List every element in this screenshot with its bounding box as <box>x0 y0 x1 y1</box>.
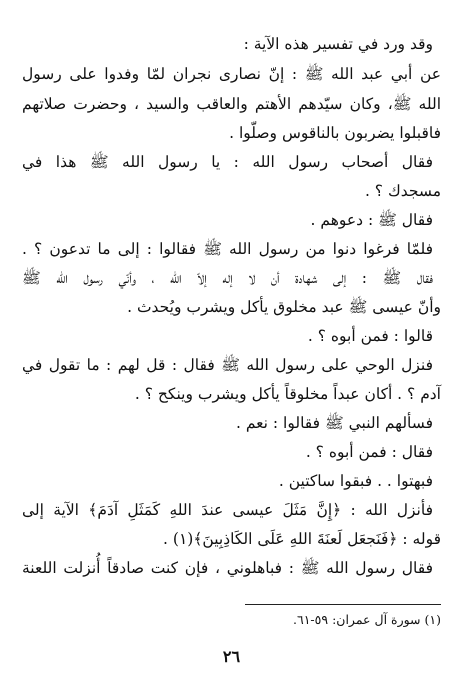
text-line-8: فلمّا فرغوا دنوا من رسول الله ﷺ فقالوا : إلى ما تدعون ؟ . <box>22 240 433 258</box>
text-line-4: فاقبلوا يضربون بالناقوس وصلّوا . <box>229 124 441 142</box>
text-line-17: فأنزل الله : ﴿إِنَّ مَثَلَ عيسى عندَ اللهِ كَمَثَلِ آدَمَ﴾ الآية إلى <box>22 501 433 519</box>
text-line-2: عن أبي عبد الله ﷺ : إنّ نصارى نجران لمّا وفدوا على رسول <box>22 65 441 83</box>
footnote-rule <box>245 604 441 605</box>
text-line-5: فقال أصحاب رسول الله : يا رسول الله ﷺ هذا في <box>22 153 433 171</box>
text-line-7: فقال ﷺ : دعوهم . <box>310 211 433 229</box>
text-line-18: قوله : ﴿فَنَجعَل لَعنَةَ اللهِ عَلَى الكَاذِبِينَ﴾(١) . <box>163 530 441 548</box>
footnote: (١) سورة آل عمران: ٥٩-٦١. <box>293 612 441 627</box>
text-line-11: قالوا : فمن أبوه ؟ . <box>307 327 433 345</box>
text-line-12: فنزل الوحي على رسول الله ﷺ فقال : قل لهم : ما تقول في <box>22 356 433 374</box>
page-number: ٢٦ <box>222 647 241 666</box>
text-line-16: فبهتوا . . فبقوا ساكتين . <box>278 472 433 490</box>
text-line-14: فسألهم النبي ﷺ فقالوا : نعم . <box>236 414 433 432</box>
text-line-15: فقال : فمن أبوه ؟ . <box>305 443 433 461</box>
text-line-3: الله ﷺ، وكان سيّدهم الأهتم والعاقب والسيد ، وحضرت صلاتهم <box>22 95 441 113</box>
text-line-9: فقال ﷺ : إلى شهادة أن لا إله إلاّ الله ، وأنّي رسول الله ﷺ <box>22 269 433 287</box>
text-line-19: فقال رسول الله ﷺ : فباهلوني ، فإن كنت صادقاً أُنزلت اللعنة <box>22 559 433 577</box>
text-line-13: آدم ؟ . أكان عبداً مخلوقاً يأكل ويشرب وينكح ؟ . <box>134 385 441 403</box>
text-line-6: مسجدك ؟ . <box>364 182 441 200</box>
text-line-1: وقد ورد في تفسير هذه الآية : <box>243 35 433 53</box>
text-line-10: وأنّ عيسى ﷺ عبد مخلوق يأكل ويشرب ويُحدث . <box>127 298 441 316</box>
